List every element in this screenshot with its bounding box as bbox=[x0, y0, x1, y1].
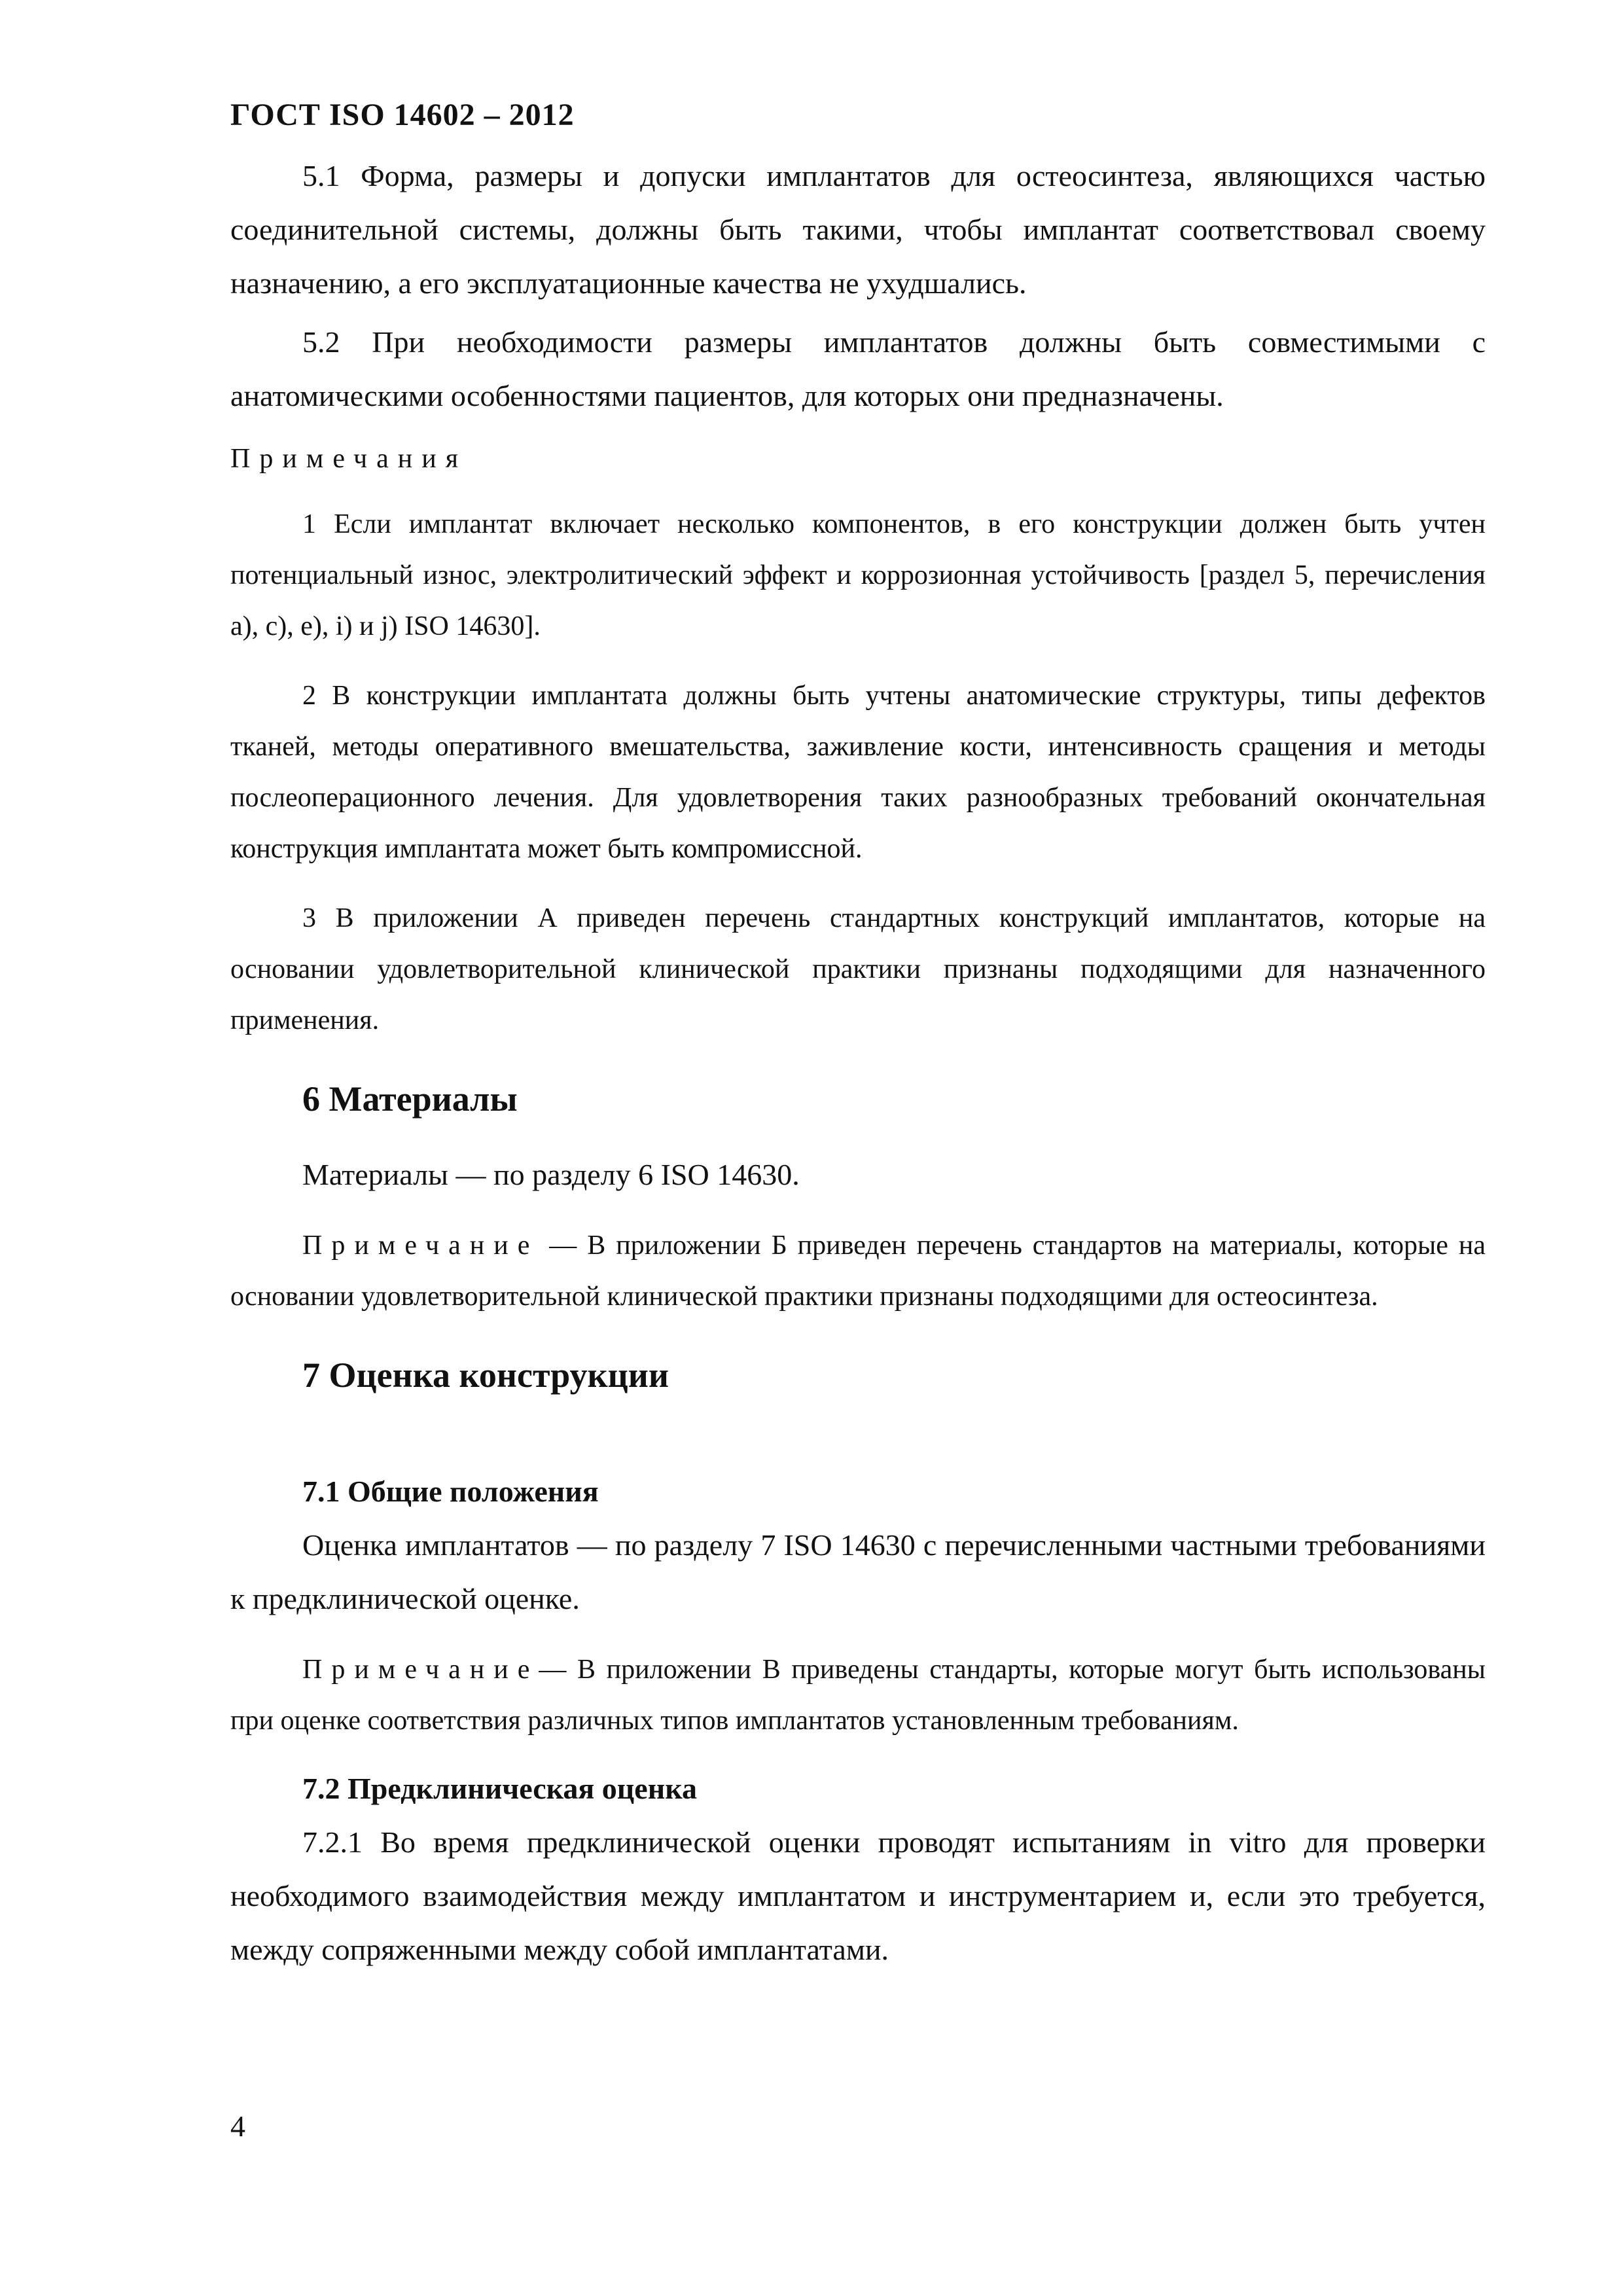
section-heading-7: 7 Оценка конструкции bbox=[302, 1355, 669, 1395]
note-6-label: Примечание bbox=[302, 1230, 539, 1261]
page-number: 4 bbox=[230, 2109, 245, 2143]
subsection-heading-7-1: 7.1 Общие положения bbox=[302, 1475, 599, 1508]
note-6-text: — В приложении Б приведен перечень стандартов на материалы, которые на основании удовлетворительной клинической практики признаны подходящими для остеосинтеза. bbox=[230, 1230, 1486, 1312]
note-7-1 bbox=[230, 1644, 1486, 1746]
note-3: 3 В приложении А приведен перечень стандартных конструкций имплантатов, которые на основании удовлетворительной клинической практики признаны подходящими для назначенного применения. bbox=[230, 903, 1486, 1035]
document-header: ГОСТ ISO 14602 – 2012 bbox=[230, 98, 575, 132]
document-body bbox=[230, 149, 1486, 1977]
note-1: 1 Если имплантат включает несколько компонентов, в его конструкции должен быть учтен потенциальный износ, электролитический эффект и коррозионная устойчивость [раздел 5, перечисления a), c), e), i) и j) ISO 14630]. bbox=[230, 509, 1486, 641]
section-heading-6: 6 Материалы bbox=[302, 1079, 518, 1119]
paragraph-5-1: 5.1 Форма, размеры и допуски имплантатов для остеосинтеза, являющихся частью соединительной системы, должны быть такими, чтобы имплантат соответствовал своему назначению, а его эксплуатационные качества не ухудшались. bbox=[230, 159, 1486, 300]
paragraph-5-2: 5.2 При необходимости размеры имплантатов должны быть совместимыми с анатомическими особенностями пациентов, для которых они предназначены. bbox=[230, 325, 1486, 412]
paragraph-7-1: Оценка имплантатов — по разделу 7 ISO 14630 с перечисленными частными требованиями к предклинической оценке. bbox=[230, 1528, 1486, 1615]
paragraph-7-2-1: 7.2.1 Во время предклинической оценки проводят испытаниям in vitro для проверки необходимого взаимодействия между имплантатом и инструментарием и, если это требуется, между сопряженными между собой имплантатами. bbox=[230, 1825, 1486, 1966]
notes-heading: Примечания bbox=[230, 444, 468, 474]
note-7-1-label: Примечание bbox=[302, 1655, 539, 1685]
note-6 bbox=[230, 1220, 1486, 1322]
note-2: 2 В конструкции имплантата должны быть учтены анатомические структуры, типы дефектов тканей, методы оперативного вмешательства, заживление кости, интенсивность сращения и методы послеоперационного лечения. Для удовлетворения таких разнообразных требований окончательная конструкция имплантата может быть компромиссной. bbox=[230, 681, 1486, 864]
note-7-1-text: — В приложении В приведены стандарты, которые могут быть использованы при оценке соответствия различных типов имплантатов установленным требованиям. bbox=[230, 1655, 1486, 1736]
subsection-heading-7-2: 7.2 Предклиническая оценка bbox=[302, 1772, 698, 1805]
paragraph-6: Материалы — по разделу 6 ISO 14630. bbox=[302, 1158, 800, 1191]
